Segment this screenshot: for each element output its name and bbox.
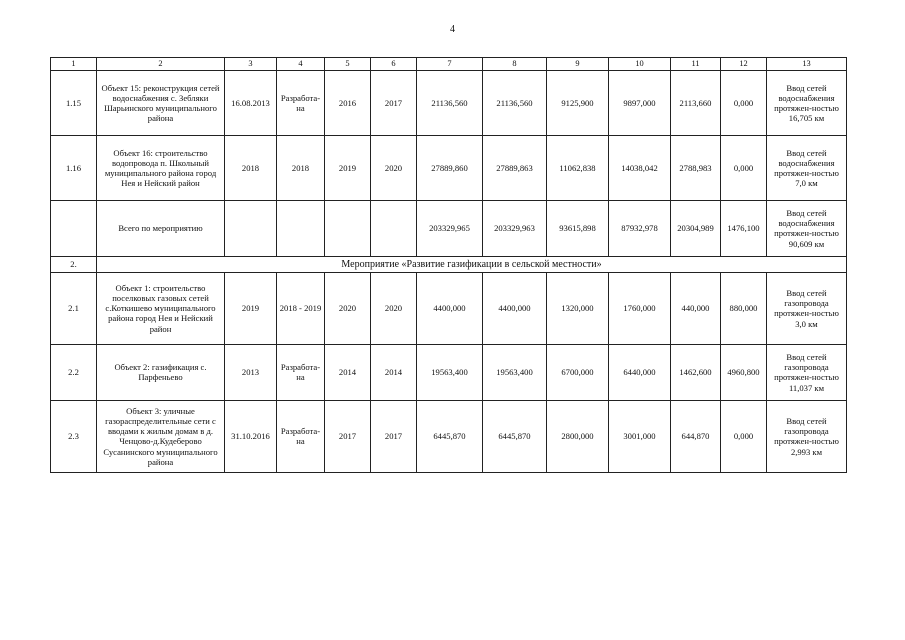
column-number: 4: [277, 58, 325, 71]
expected-result: Ввод сетей газопровода протяжен-ностью 2,993 км: [767, 400, 847, 472]
estimated-cost: 19563,400: [417, 344, 483, 400]
row-number: 2.2: [51, 344, 97, 400]
local-funding: 20304,989: [671, 200, 721, 256]
total-funding: 203329,963: [483, 200, 547, 256]
section-title: Мероприятие «Развитие газификации в сельской местности»: [97, 256, 847, 272]
total-funding: 4400,000: [483, 272, 547, 344]
total-funding: 27889,863: [483, 135, 547, 200]
design-date: 31.10.2016: [225, 400, 277, 472]
column-number: 7: [417, 58, 483, 71]
table-row: [51, 70, 847, 135]
local-funding: 440,000: [671, 272, 721, 344]
column-number: 6: [371, 58, 417, 71]
expected-result: Ввод сетей газопровода протяжен-ностью 11,037 км: [767, 344, 847, 400]
federal-funding: 9125,900: [547, 70, 609, 135]
start-year: 2016: [325, 70, 371, 135]
end-year: 2017: [371, 70, 417, 135]
row-number: 1.15: [51, 70, 97, 135]
other-funding: 4960,800: [721, 344, 767, 400]
column-number: 11: [671, 58, 721, 71]
object-name: Объект 1: строительство поселковых газовых сетей с.Коткишево муниципального района город Нея и Нейский район: [97, 272, 225, 344]
federal-funding: 11062,838: [547, 135, 609, 200]
start-year: 2020: [325, 272, 371, 344]
design-status: 2018: [277, 135, 325, 200]
start-year: [325, 200, 371, 256]
other-funding: 0,000: [721, 70, 767, 135]
estimated-cost: 21136,560: [417, 70, 483, 135]
table-row: [51, 400, 847, 472]
start-year: 2019: [325, 135, 371, 200]
object-name: Всего по мероприятию: [97, 200, 225, 256]
start-year: 2014: [325, 344, 371, 400]
column-number: 13: [767, 58, 847, 71]
design-status: Разработа-на: [277, 400, 325, 472]
design-date: 2019: [225, 272, 277, 344]
other-funding: 0,000: [721, 400, 767, 472]
column-number: 2: [97, 58, 225, 71]
end-year: 2020: [371, 135, 417, 200]
regional-funding: 1760,000: [609, 272, 671, 344]
design-status: [277, 200, 325, 256]
row-number: [51, 200, 97, 256]
table-row: [51, 272, 847, 344]
table-row: [51, 135, 847, 200]
expected-result: Ввод сетей водоснабжения протяжен-ностью 90,609 км: [767, 200, 847, 256]
section-row: [51, 256, 847, 272]
estimated-cost: 203329,965: [417, 200, 483, 256]
regional-funding: 14038,042: [609, 135, 671, 200]
column-number: 9: [547, 58, 609, 71]
object-name: Объект 2: газификация с. Парфеньево: [97, 344, 225, 400]
design-status: Разработа-на: [277, 70, 325, 135]
page-number: 4: [450, 24, 455, 35]
end-year: [371, 200, 417, 256]
object-name: Объект 16: строительство водопровода п. Школьный муниципального района город Нея и Нейский район: [97, 135, 225, 200]
design-status: Разработа-на: [277, 344, 325, 400]
investment-table: [50, 57, 847, 473]
federal-funding: 6700,000: [547, 344, 609, 400]
other-funding: 1476,100: [721, 200, 767, 256]
estimated-cost: 4400,000: [417, 272, 483, 344]
start-year: 2017: [325, 400, 371, 472]
local-funding: 1462,600: [671, 344, 721, 400]
design-status: 2018 - 2019: [277, 272, 325, 344]
estimated-cost: 27889,860: [417, 135, 483, 200]
design-date: 2013: [225, 344, 277, 400]
local-funding: 2113,660: [671, 70, 721, 135]
regional-funding: 87932,978: [609, 200, 671, 256]
local-funding: 2788,983: [671, 135, 721, 200]
column-number: 5: [325, 58, 371, 71]
estimated-cost: 6445,870: [417, 400, 483, 472]
column-number: 12: [721, 58, 767, 71]
regional-funding: 3001,000: [609, 400, 671, 472]
column-number: 10: [609, 58, 671, 71]
expected-result: Ввод сетей водоснабжения протяжен-ностью 7,0 км: [767, 135, 847, 200]
end-year: 2014: [371, 344, 417, 400]
column-number-row: [51, 58, 847, 71]
other-funding: 0,000: [721, 135, 767, 200]
design-date: 16.08.2013: [225, 70, 277, 135]
total-funding: 6445,870: [483, 400, 547, 472]
local-funding: 644,870: [671, 400, 721, 472]
object-name: Объект 15: реконструкция сетей водоснабжения с. Зебляки Шарьинского муниципального района: [97, 70, 225, 135]
regional-funding: 9897,000: [609, 70, 671, 135]
row-number: 2.3: [51, 400, 97, 472]
other-funding: 880,000: [721, 272, 767, 344]
total-funding: 21136,560: [483, 70, 547, 135]
row-number: 1.16: [51, 135, 97, 200]
column-number: 8: [483, 58, 547, 71]
design-date: 2018: [225, 135, 277, 200]
total-funding: 19563,400: [483, 344, 547, 400]
column-number: 1: [51, 58, 97, 71]
table-row: [51, 344, 847, 400]
federal-funding: 1320,000: [547, 272, 609, 344]
section-number: 2.: [51, 256, 97, 272]
row-number: 2.1: [51, 272, 97, 344]
federal-funding: 2800,000: [547, 400, 609, 472]
object-name: Объект 3: уличные газораспределительные сети с вводами к жилым домам в д. Ченцово-д.Кудеберово Сусанинского муниципального района: [97, 400, 225, 472]
column-number: 3: [225, 58, 277, 71]
end-year: 2017: [371, 400, 417, 472]
expected-result: Ввод сетей газопровода протяжен-ностью 3,0 км: [767, 272, 847, 344]
end-year: 2020: [371, 272, 417, 344]
table-row: [51, 200, 847, 256]
design-date: [225, 200, 277, 256]
federal-funding: 93615,898: [547, 200, 609, 256]
regional-funding: 6440,000: [609, 344, 671, 400]
expected-result: Ввод сетей водоснабжения протяжен-ностью 16,705 км: [767, 70, 847, 135]
